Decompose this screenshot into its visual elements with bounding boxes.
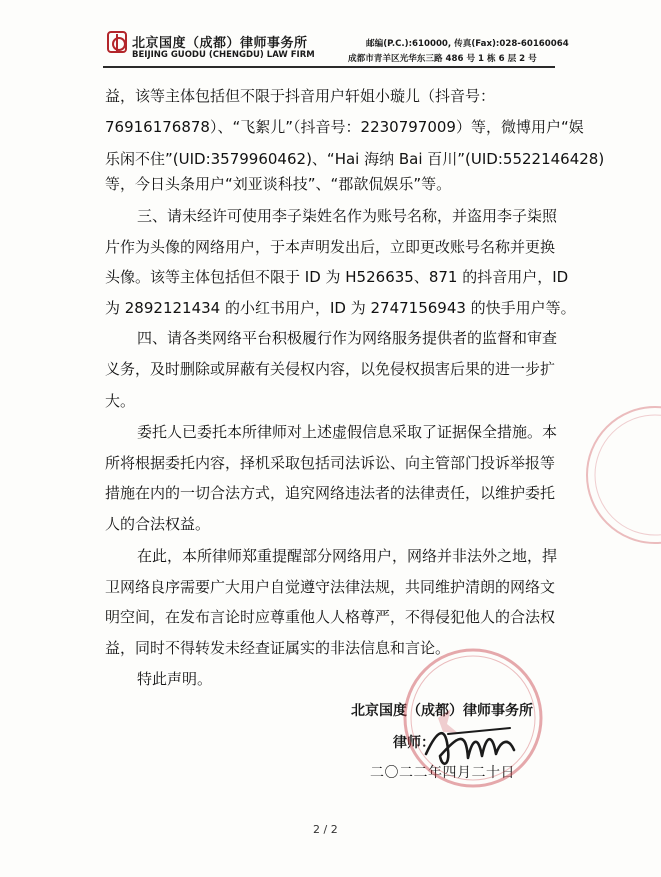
body-line: 明空间，在发布言论时应尊重他人人格尊严，不得侵犯他人的合法权 bbox=[105, 608, 556, 626]
body-line: 为 2892121434 的小红书用户，ID 为 2747156943 的快手用户等。 bbox=[105, 299, 576, 317]
body-line: 措施在内的一切合法方式，追究网络违法者的法律责任，以维护委托 bbox=[105, 484, 556, 502]
body-line: 乐闲不住”(UID:3579960462)、“Hai 海纳 Bai 百川”(UID:5522146428) bbox=[105, 150, 605, 168]
page-number: 2 / 2 bbox=[313, 823, 338, 836]
body-line: 益，同时不得转发未经查证属实的非法信息和言论。 bbox=[105, 639, 451, 657]
body-line: 卫网络良序需要广大用户自觉遵守法律法规，共同维护清朗的网络文 bbox=[105, 578, 556, 596]
closing-firm-name: 北京国度（成都）律师事务所 bbox=[351, 703, 533, 719]
header-divider bbox=[103, 66, 555, 68]
body-line: 所将根据委托内容，择机采取包括司法诉讼、向主管部门投诉举报等 bbox=[105, 454, 556, 472]
body-line: 益，该等主体包括但不限于抖音用户轩姐小璇儿（抖音号： bbox=[105, 87, 496, 105]
body-line: 委托人已委托本所律师对上述虚假信息采取了证据保全措施。本 bbox=[137, 423, 558, 441]
firm-logo bbox=[107, 31, 127, 53]
statement-date: 二〇二二年四月二十日 bbox=[370, 765, 515, 781]
lawyer-label: 律师： bbox=[393, 735, 435, 751]
body-line: 片作为头像的网络用户，于本声明发出后，立即更改账号名称并更换 bbox=[105, 238, 556, 256]
body-line: 义务，及时删除或屏蔽有关侵权内容，以免侵权损害后果的进一步扩 bbox=[105, 360, 556, 378]
body-line: 特此声明。 bbox=[137, 670, 213, 688]
body-line: 三、请未经许可使用李子柒姓名作为账号名称，并盗用李子柒照 bbox=[137, 207, 558, 225]
postal-fax: 邮编(P.C.):610000, 传真(Fax):028-60160064 bbox=[366, 39, 569, 49]
body-line: 在此，本所律师郑重提醒部分网络用户，网络并非法外之地，捍 bbox=[137, 547, 558, 565]
firm-name-en: BEIJING GUODU (CHENGDU) LAW FIRM bbox=[132, 50, 315, 60]
body-line: 大。 bbox=[105, 392, 136, 410]
body-line: 76916176878）、“飞絮儿”（抖音号：2230797009）等，微博用户“娱 bbox=[105, 118, 584, 136]
body-line: 人的合法权益。 bbox=[105, 515, 211, 533]
body-line: 头像。该等主体包括但不限于 ID 为 H526635、871 的抖音用户，ID bbox=[105, 268, 569, 286]
body-line: 四、请各类网络平台积极履行作为网络服务提供者的监督和审查 bbox=[137, 329, 558, 347]
firm-name-cn: 北京国度（成都）律师事务所 bbox=[132, 36, 308, 51]
body-line: 等，今日头条用户“刘亚谈科技”、“郡歆侃娱乐”等。 bbox=[105, 175, 452, 193]
firm-address: 成都市青羊区光华东三路 486 号 1 栋 6 层 2 号 bbox=[348, 54, 537, 64]
partial-seal-edge bbox=[560, 400, 661, 550]
